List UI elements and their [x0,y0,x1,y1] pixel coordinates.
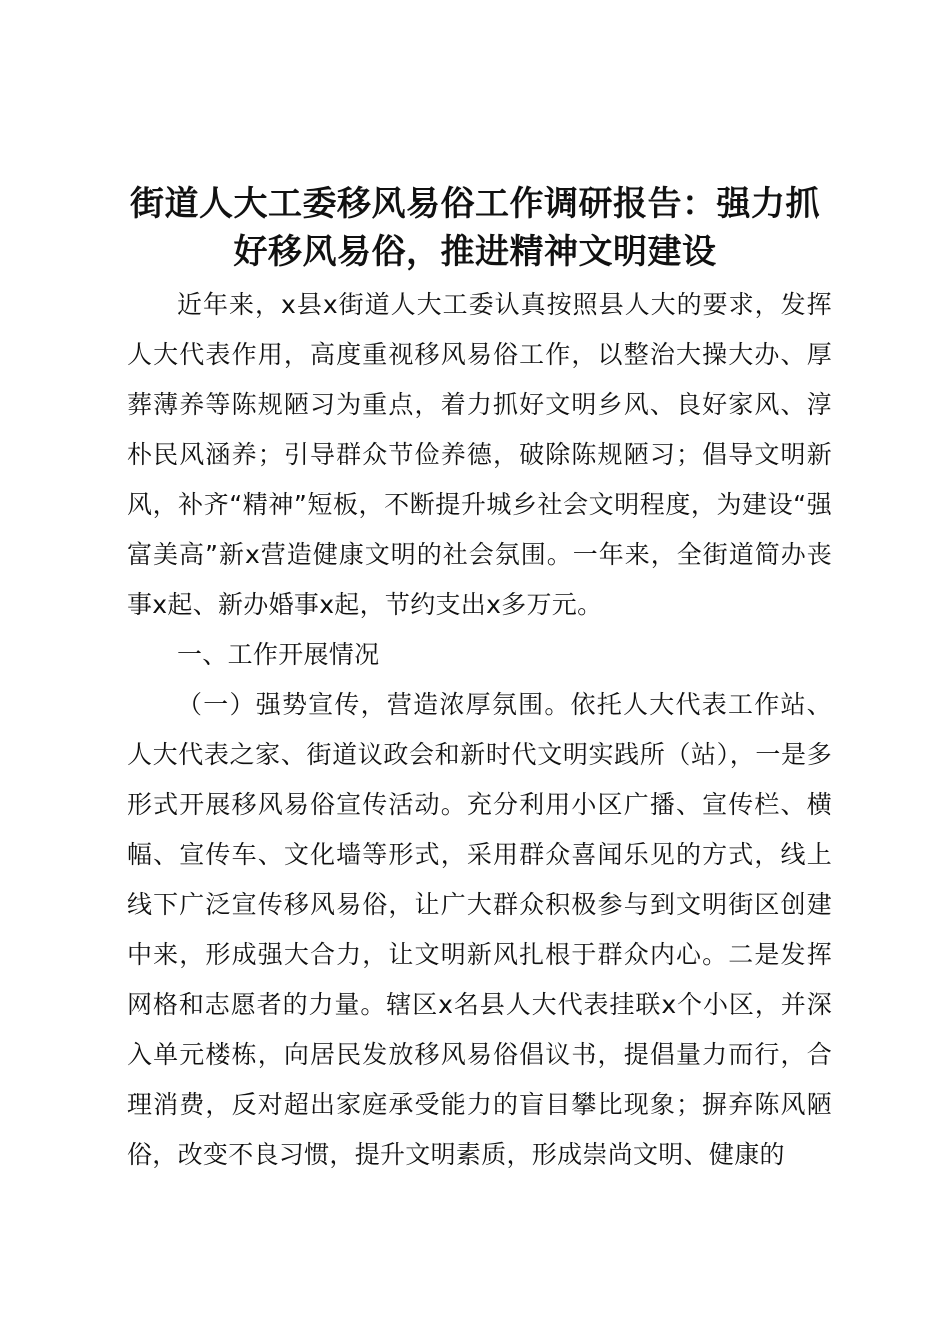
report-body [127,280,832,1180]
body-paragraph: （一）强势宣传，营造浓厚氛围。依托人大代表工作站、人大代表之家、街道议政会和新时代文明实践所（站），一是多形式开展移风易俗宣传活动。充分利用小区广播、宣传栏、横幅、宣传车、文化墙等形式，采用群众喜闻乐见的方式，线上线下广泛宣传移风易俗，让广大群众积极参与到文明街区创建中来，形成强大合力，让文明新风扎根于群众内心。二是发挥网格和志愿者的力量。辖区x名县人大代表挂联x个小区，并深入单元楼栋，向居民发放移风易俗倡议书，提倡量力而行，合理消费，反对超出家庭承受能力的盲目攀比现象；摒弃陈风陋俗，改变不良习惯，提升文明素质，形成崇尚文明、健康的 [127,690,832,1169]
title-line-1: 街道人大工委移风易俗工作调研报告：强力抓 [130,184,820,224]
section-heading: 一、工作开展情况 [177,640,380,669]
intro-paragraph: 近年来，x县x街道人大工委认真按照县人大的要求，发挥人大代表作用，高度重视移风易俗工作，以整治大操大办、厚葬薄养等陈规陋习为重点，着力抓好文明乡风、良好家风、淳朴民风涵养；引导群众节俭养德，破除陈规陋习；倡导文明新风，补齐“精神”短板，不断提升城乡社会文明程度，为建设“强富美高”新x营造健康文明的社会氛围。一年来，全街道简办丧事x起、新办婚事x起，节约支出x多万元。 [127,290,832,619]
title-line-2: 好移风易俗，推进精神文明建设 [233,232,717,272]
report-title [110,180,840,276]
